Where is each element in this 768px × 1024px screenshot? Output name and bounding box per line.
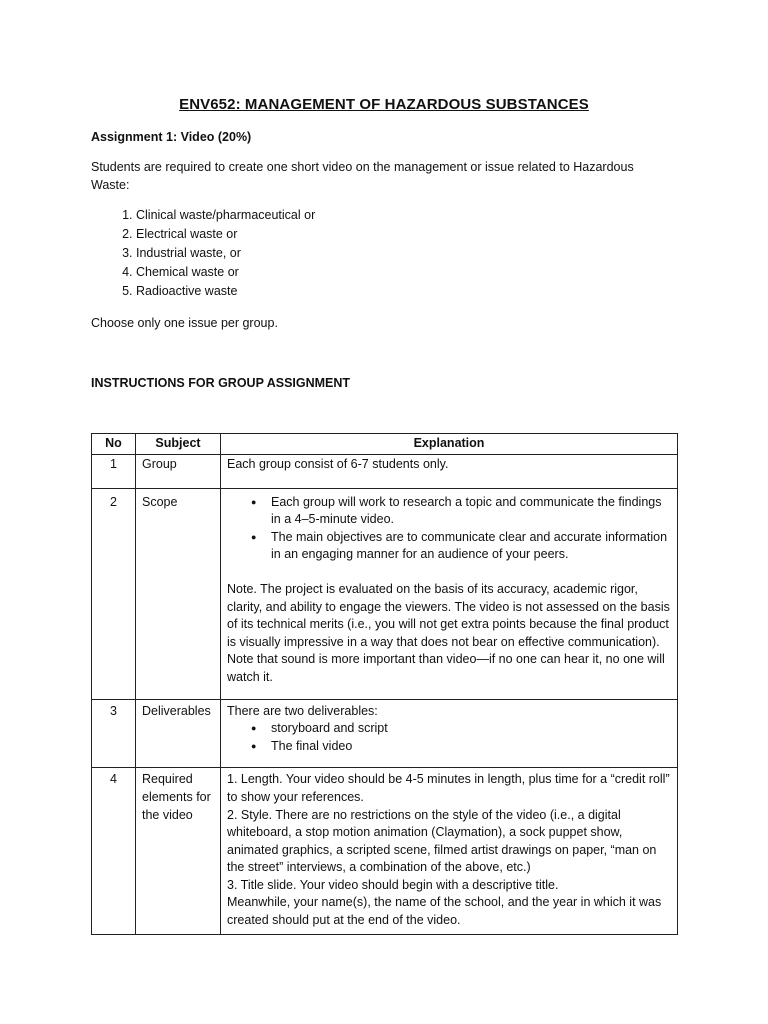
header-explanation: Explanation — [221, 434, 678, 455]
table-row — [92, 488, 678, 699]
requirement-title-slide: 3. Title slide. Your video should begin with a descriptive title. — [227, 877, 559, 892]
intro-paragraph: Students are required to create one short video on the management or issue related to Hazardous Waste: — [91, 160, 634, 192]
row-explanation — [221, 768, 678, 934]
header-subject: Subject — [136, 434, 221, 455]
scope-bullets — [227, 494, 671, 564]
row-number: 4 — [92, 768, 136, 934]
row-number: 2 — [92, 488, 136, 699]
deliverables-intro: There are two deliverables: — [227, 703, 378, 718]
list-item: ● The main objectives are to communicate clear and accurate information in an engaging manner for an audience of your peers. — [271, 529, 671, 564]
list-item: 1. Clinical waste/pharmaceutical or — [136, 206, 656, 225]
list-item: ● Each group will work to research a topic and communicate the findings in a 4–5-minute video. — [271, 494, 671, 529]
row-subject: Scope — [136, 488, 221, 699]
header-no: No — [92, 434, 136, 455]
table-row — [92, 699, 678, 768]
list-item: 5. Radioactive waste — [136, 282, 656, 301]
table-row — [92, 454, 678, 488]
list-item: ● The final video — [271, 738, 671, 756]
instructions-heading: INSTRUCTIONS FOR GROUP ASSIGNMENT — [91, 376, 351, 390]
row-subject: Group — [136, 454, 221, 488]
instructions-table — [91, 433, 678, 935]
list-item: 2. Electrical waste or — [136, 225, 656, 244]
deliverables-bullets — [227, 720, 671, 755]
scope-note: Note. The project is evaluated on the basis of its accuracy, academic rigor, clarity, and ability to engage the viewers. The video is not assessed on the basis of its technical merits (i.e., you will not get extra points because the final product is visually impressive in a way that does not bear on effective communication). Note that sound is more important than video—if no one can hear it, no one will watch it. — [227, 581, 670, 684]
page-title: ENV652: MANAGEMENT OF HAZARDOUS SUBSTANCES — [179, 96, 589, 113]
requirement-credits: Meanwhile, your name(s), the name of the school, and the year in which it was created should put at the end of the video. — [227, 895, 662, 928]
row-subject: Required elements for the video — [136, 768, 221, 934]
waste-topic-list — [91, 206, 656, 301]
list-item: 4. Chemical waste or — [136, 263, 656, 282]
row-number: 3 — [92, 699, 136, 768]
requirement-style: 2. Style. There are no restrictions on the style of the video (i.e., a digital whiteboard, a stop motion animation (Claymation), a sock puppet show, animated graphics, a scripted scene, filmed artist drawings on paper, “man on the street” interviews, a combination of the above, etc.) — [227, 807, 657, 875]
row-explanation — [221, 699, 678, 768]
row-explanation: Each group consist of 6-7 students only. — [221, 454, 678, 488]
assignment-heading: Assignment 1: Video (20%) — [91, 130, 252, 144]
table-header-row — [92, 434, 678, 455]
list-item: ● storyboard and script — [271, 720, 671, 738]
choose-note: Choose only one issue per group. — [91, 316, 278, 330]
list-item: 3. Industrial waste, or — [136, 244, 656, 263]
requirement-length: 1. Length. Your video should be 4-5 minutes in length, plus time for a “credit roll” to show your references. — [227, 772, 670, 804]
row-subject: Deliverables — [136, 699, 221, 768]
row-explanation — [221, 488, 678, 699]
table-row — [92, 768, 678, 934]
row-number: 1 — [92, 454, 136, 488]
